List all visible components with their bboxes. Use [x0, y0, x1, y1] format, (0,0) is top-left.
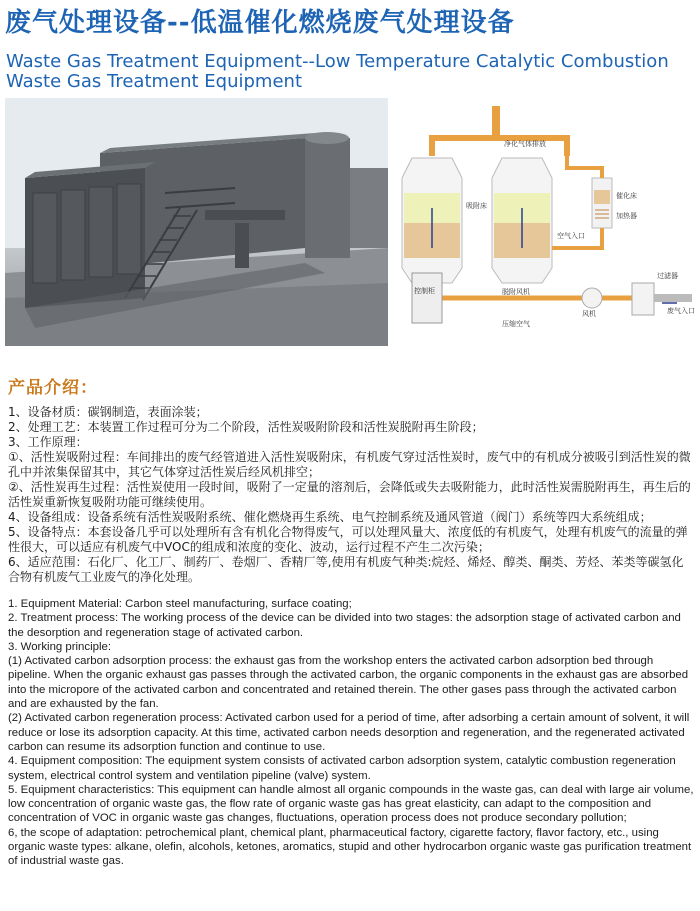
- page-title-cn: 废气处理设备--低温催化燃烧废气处理设备: [5, 8, 515, 38]
- en-description: [8, 597, 694, 869]
- cn-line: 3、工作原理：: [8, 435, 88, 449]
- equipment-photo: [5, 98, 388, 346]
- cn-line: 5、设备特点：本套设备几乎可以处理所有含有机化合物得废气，可以处理风量大、浓度低的有机废气，处理有机废气的流量的弹性很大，可以适应有机废气中VOC的组成和浓度的变化、波动，运行过程不产生二次污染；: [8, 525, 688, 554]
- diagram-label-heater: 加热器: [616, 212, 637, 220]
- cn-line: 1、设备材质：碳钢制造，表面涂装；: [8, 405, 208, 419]
- diagram-label-waste-inlet: 废气入口: [667, 307, 695, 315]
- process-diagram: [392, 98, 697, 346]
- diagram-label-fan: 风机: [582, 310, 596, 318]
- diagram-label-control: 控制柜: [414, 287, 435, 295]
- cn-description: [8, 405, 694, 585]
- cn-line: 6、适应范围：石化厂、化工厂、制药厂、卷烟厂、香精厂等,使用有机废气种类:烷烃、烯烃、醇类、酮类、芳烃、苯类等碳氢化合物有机废气工业废气的净化处理。: [8, 555, 684, 584]
- cn-line: ①、活性炭吸附过程：车间排出的废气经管道进入活性炭吸附床，有机废气穿过活性炭时，废气中的有机成分被吸引到活性炭的微孔中并浓集保留其中，其它气体穿过活性炭后经风机排空；: [8, 450, 691, 479]
- intro-title: 产品介绍：: [8, 378, 98, 398]
- page-title-en: Waste Gas Treatment Equipment--Low Temperature Catalytic Combustion Waste Gas Treatment Equipment: [6, 51, 669, 92]
- en-line: (1) Activated carbon adsorption process: the exhaust gas from the workshop enters the activated carbon adsorption bed through pipeline. When the organic exhaust gas passes through the activated carbon, the organic components in the exhaust gas are absorbed into the micropore of the activated carbon and concentrated and retained therein. The other gases pass through the activated carbon and are exhausted by the fan.: [8, 655, 689, 711]
- en-line: (2) Activated carbon regeneration process: Activated carbon used for a period of time, after adsorbing a certain amount of solvent, it will reduce or lose its adsorption capacity. At this time, activated carbon needs desorption and regeneration, and the regenerated activated carbon can resume its adsorption function and continue to use.: [8, 712, 690, 753]
- en-line: 1. Equipment Material: Carbon steel manufacturing, surface coating;: [8, 598, 352, 610]
- cn-line: 4、设备组成：设备系统有活性炭吸附系统、催化燃烧再生系统、电气控制系统及通风管道（阀门）系统等四大系统组成；: [8, 510, 652, 524]
- cn-line: 2、处理工艺：本装置工作过程可分为二个阶段，活性炭吸附阶段和活性炭脱附再生阶段；: [8, 420, 484, 434]
- diagram-label-bed: 吸附床: [466, 202, 487, 210]
- en-line: 4. Equipment composition: The equipment system consists of activated carbon adsorption system, catalytic combustion regeneration system, electrical control system and ventilation pipeline (valve) system.: [8, 755, 676, 782]
- diagram-label-compressed-air: 压缩空气: [502, 320, 530, 328]
- en-line: 6, the scope of adaptation: petrochemical plant, chemical plant, pharmaceutical factory, cigarette factory, flavor factory, etc., using organic waste types: alkane, olefin, alcohols, ketones, aromatics, stupid and other hydrocarbon organic waste gas purification treatment of industrial waste gas.: [8, 826, 692, 868]
- diagram-label-desorb: 脱附风机: [502, 288, 530, 296]
- en-line: 5. Equipment characteristics: This equipment can handle almost all organic compounds in the waste gas, can deal with large air volume, low concentration of organic waste gas, the flow rate of organic waste gas has great elasticity, can adapt to the composition and concentration of VOC in organic waste gas changes, fluctuations, operation process does not produce secondary pollution;: [8, 783, 694, 825]
- diagram-label-air-inlet: 空气入口: [557, 232, 585, 240]
- en-line: 3. Working principle:: [8, 640, 111, 653]
- diagram-label-filter: 过滤器: [657, 272, 678, 280]
- diagram-label-catalyst: 催化床: [616, 192, 637, 200]
- en-line: 2. Treatment process: The working process of the device can be divided into two stages: the adsorption stage of activated carbon and the desorption and regeneration stage of activated carbon.: [8, 612, 681, 639]
- cn-line: ②、活性炭再生过程：活性炭使用一段时间，吸附了一定量的溶剂后，会降低或失去吸附能力，此时活性炭需脱附再生，再生后的活性炭重新恢复吸附功能可继续使用。: [8, 480, 691, 509]
- diagram-label-top: 净化气体排放: [504, 140, 546, 148]
